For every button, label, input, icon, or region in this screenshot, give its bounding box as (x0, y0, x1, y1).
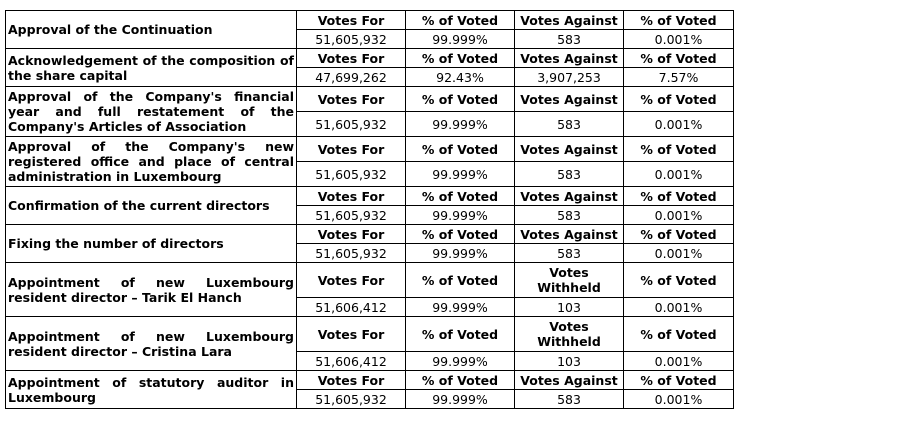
pct-against-value: 0.001% (624, 244, 734, 263)
resolution-header-row (6, 137, 734, 162)
votes-against-value: 583 (515, 162, 624, 187)
pct-voted-header: % of Voted (406, 137, 515, 162)
votes-against-header: Votes Against (515, 137, 624, 162)
votes-for-value: 51,605,932 (297, 244, 406, 263)
pct-for-value: 99.999% (406, 390, 515, 409)
votes-for-value: 51,605,932 (297, 112, 406, 137)
pct-against-value: 0.001% (624, 112, 734, 137)
pct-voted-header: % of Voted (406, 49, 515, 68)
votes-against-header: Votes Against (515, 371, 624, 390)
pct-against-value: 0.001% (624, 162, 734, 187)
votes-for-header: Votes For (297, 371, 406, 390)
pct-voted-header: % of Voted (624, 187, 734, 206)
pct-voted-header: % of Voted (406, 317, 515, 352)
votes-for-value: 51,605,932 (297, 162, 406, 187)
resolution-title: Approval of the Company's new registered office and place of central administration in Luxembourg (6, 137, 297, 187)
pct-for-value: 99.999% (406, 30, 515, 49)
resolution-title: Appointment of statutory auditor in Luxembourg (6, 371, 297, 409)
resolution-title: Approval of the Continuation (6, 11, 297, 49)
votes-against-value: 583 (515, 244, 624, 263)
pct-for-value: 99.999% (406, 162, 515, 187)
resolution-header-row (6, 11, 734, 30)
votes-for-value: 51,606,412 (297, 298, 406, 317)
votes-for-value: 51,605,932 (297, 206, 406, 225)
votes-against-header: Votes Against (515, 49, 624, 68)
pct-voted-header: % of Voted (406, 187, 515, 206)
pct-against-value: 7.57% (624, 68, 734, 87)
resolution-header-row (6, 187, 734, 206)
resolution-header-row (6, 317, 734, 352)
votes-for-value: 51,606,412 (297, 352, 406, 371)
voting-results-table (5, 10, 734, 409)
pct-against-value: 0.001% (624, 206, 734, 225)
pct-voted-header: % of Voted (406, 87, 515, 112)
resolution-title: Appointment of new Luxembourg resident director – Tarik El Hanch (6, 263, 297, 317)
pct-against-value: 0.001% (624, 30, 734, 49)
pct-withheld-value: 0.001% (624, 298, 734, 317)
resolution-title: Acknowledgement of the composition of the share capital (6, 49, 297, 87)
votes-against-value: 583 (515, 206, 624, 225)
votes-for-header: Votes For (297, 87, 406, 112)
resolution-title: Confirmation of the current directors (6, 187, 297, 225)
resolution-header-row (6, 371, 734, 390)
votes-withheld-header: Votes Withheld (515, 317, 624, 352)
votes-for-header: Votes For (297, 49, 406, 68)
resolution-header-row (6, 225, 734, 244)
pct-voted-header: % of Voted (624, 371, 734, 390)
votes-against-value: 583 (515, 390, 624, 409)
pct-for-value: 92.43% (406, 68, 515, 87)
votes-withheld-header: Votes Withheld (515, 263, 624, 298)
pct-for-value: 99.999% (406, 352, 515, 371)
pct-voted-header: % of Voted (406, 371, 515, 390)
pct-for-value: 99.999% (406, 112, 515, 137)
pct-for-value: 99.999% (406, 206, 515, 225)
resolution-header-row (6, 49, 734, 68)
votes-for-header: Votes For (297, 225, 406, 244)
pct-voted-header: % of Voted (624, 49, 734, 68)
pct-voted-header: % of Voted (624, 317, 734, 352)
votes-for-value: 51,605,932 (297, 390, 406, 409)
pct-voted-header: % of Voted (406, 11, 515, 30)
pct-voted-header: % of Voted (624, 87, 734, 112)
votes-for-header: Votes For (297, 187, 406, 206)
resolution-title: Appointment of new Luxembourg resident director – Cristina Lara (6, 317, 297, 371)
votes-for-header: Votes For (297, 11, 406, 30)
pct-for-value: 99.999% (406, 244, 515, 263)
pct-voted-header: % of Voted (624, 11, 734, 30)
votes-against-header: Votes Against (515, 11, 624, 30)
votes-for-header: Votes For (297, 263, 406, 298)
votes-against-header: Votes Against (515, 87, 624, 112)
votes-against-value: 583 (515, 112, 624, 137)
votes-against-header: Votes Against (515, 225, 624, 244)
pct-voted-header: % of Voted (624, 137, 734, 162)
pct-voted-header: % of Voted (406, 225, 515, 244)
votes-for-value: 51,605,932 (297, 30, 406, 49)
votes-against-value: 583 (515, 30, 624, 49)
resolution-title: Approval of the Company's financial year and full restatement of the Company's Articles of Association (6, 87, 297, 137)
pct-voted-header: % of Voted (624, 225, 734, 244)
votes-for-value: 47,699,262 (297, 68, 406, 87)
votes-for-header: Votes For (297, 137, 406, 162)
votes-withheld-value: 103 (515, 298, 624, 317)
resolution-title: Fixing the number of directors (6, 225, 297, 263)
pct-for-value: 99.999% (406, 298, 515, 317)
votes-against-value: 3,907,253 (515, 68, 624, 87)
pct-against-value: 0.001% (624, 390, 734, 409)
votes-withheld-value: 103 (515, 352, 624, 371)
resolution-header-row (6, 87, 734, 112)
resolution-header-row (6, 263, 734, 298)
pct-voted-header: % of Voted (624, 263, 734, 298)
votes-for-header: Votes For (297, 317, 406, 352)
votes-against-header: Votes Against (515, 187, 624, 206)
pct-withheld-value: 0.001% (624, 352, 734, 371)
pct-voted-header: % of Voted (406, 263, 515, 298)
